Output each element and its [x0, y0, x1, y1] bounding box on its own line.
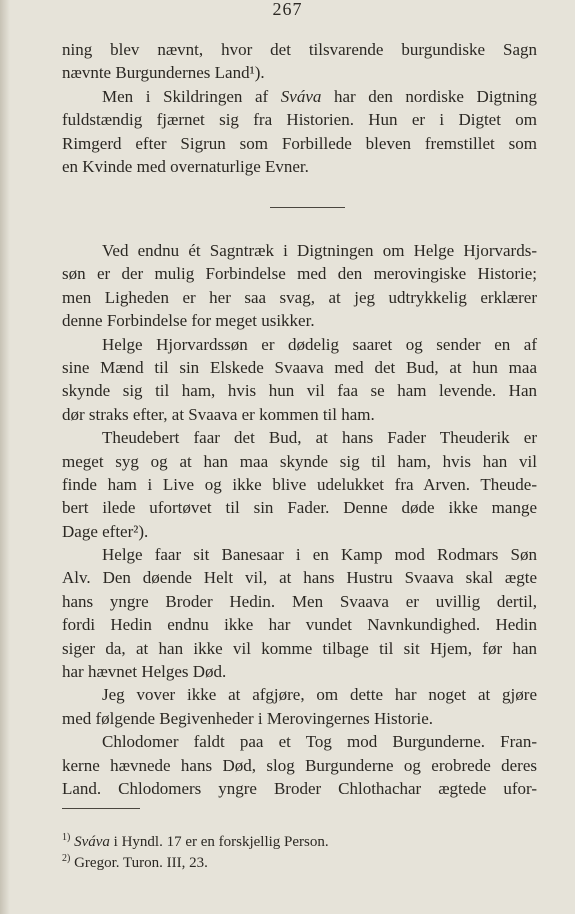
text-line: dør straks efter, at Svaava er kommen til ham.: [62, 404, 375, 424]
text-line: fordi Hedin endnu ikke har vundet Navnkundighed. Hedin: [62, 615, 537, 635]
footnote-mark: 1): [62, 832, 71, 843]
footnote: [62, 853, 482, 874]
section-divider: [270, 207, 345, 208]
text-line: Ved endnu ét Sagntræk i Digtningen om Helge Hjorvards-: [102, 241, 537, 260]
text-line: Jeg vover ikke at afgjøre, om dette har noget at gjøre: [102, 685, 537, 705]
text-line: Alv. Den døende Helt vil, at hans Hustru Svaava skal ægte: [62, 568, 537, 588]
text-line: skynde sig til ham, hvis hun vil faa se ham levende. Han: [62, 381, 537, 401]
text-line: kerne hævnede hans Død, slog Burgunderne og erobrede deres: [62, 755, 537, 775]
footnote-rule: [62, 808, 140, 809]
text-line: søn er der mulig Forbindelse med den merovingiske Historie;: [62, 264, 537, 284]
top-paragraphs: [62, 38, 537, 178]
page-number: 267: [272, 0, 303, 19]
page-edge-shadow: [0, 0, 10, 914]
main-paragraphs: [62, 239, 537, 800]
text-line: siger da, at han ikke vil komme tilbage til sit Hjem, før han: [62, 638, 537, 658]
text-line: Men i Skildringen af Sváva har den nordiske Digtning: [102, 86, 538, 106]
text-line: Theudebert faar det Bud, at hans Fader Theuderik er: [102, 428, 537, 448]
text-line: nævnte Burgundernes Land¹).: [62, 63, 265, 83]
text-line: en Kvinde med overnaturlige Evner.: [62, 156, 309, 176]
text-line: hans yngre Broder Hedin. Men Svaava er uvillig dertil,: [62, 591, 537, 611]
footnotes: [62, 832, 482, 874]
text-line: Land. Chlodomers yngre Broder Chlothachar ægtede ufor-: [62, 778, 537, 798]
footnote-mark: 2): [62, 853, 71, 864]
text-line: Helge Hjorvardssøn er dødelig saaret og sender en af: [102, 334, 537, 354]
text-line: fuldstændig fjærnet sig fra Historien. Hun er i Digtet om: [62, 110, 537, 130]
text-line: sine Mænd til sin Elskede Svaava med det Bud, at hun maa: [62, 357, 537, 377]
text-line: har hævnet Helges Død.: [62, 662, 227, 682]
text-line: ning blev nævnt, hvor det tilsvarende burgundiske Sagn: [62, 40, 537, 59]
text-line: bert ilede ufortøvet til sin Fader. Denne døde ikke mange: [62, 498, 537, 518]
text-line: Rimgerd efter Sigrun som Forbillede bleven fremstillet som: [62, 133, 537, 153]
footnote-text: Gregor. Turon. III, 23.: [74, 855, 208, 871]
text-line: meget syg og at han maa skynde sig til ham, hvis han vil: [62, 451, 537, 471]
text-line: men Ligheden er her saa svag, at jeg udtrykkelig erklærer: [62, 287, 537, 307]
footnote: [62, 832, 482, 853]
text-line: Dage efter²).: [62, 521, 149, 541]
footnote-text: Sváva i Hyndl. 17 er en forskjellig Person.: [74, 834, 329, 850]
text-line: Chlodomer faldt paa et Tog mod Burgunderne. Fran-: [102, 732, 537, 752]
text-line: finde ham i Live og ikke blive udelukket fra Arven. Theude-: [62, 474, 537, 494]
text-line: denne Forbindelse for meget usikker.: [62, 311, 315, 331]
text-line: med følgende Begivenheder i Merovingernes Historie.: [62, 708, 434, 728]
text-line: Helge faar sit Banesaar i en Kamp mod Rodmars Søn: [102, 545, 537, 565]
